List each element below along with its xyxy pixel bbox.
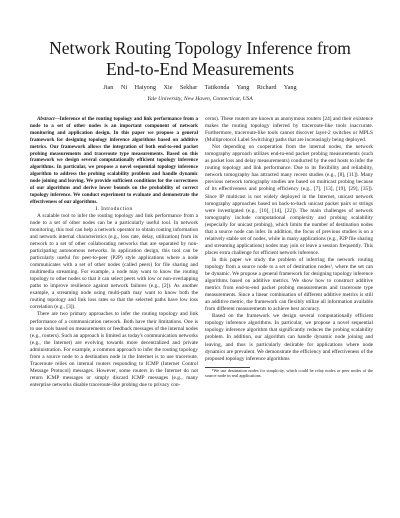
left-column [30,116,198,389]
abstract [30,116,198,206]
paragraph: cerns). These routers are known as anonymous routers [24] and their existence makes the routing topology inferred by traceroute-like tools inaccurate. Furthermore, traceroute-like tools cannot discover layer-2 switches or MPLS (Multiprotocol Label Switching) paths that are increasingly being deployed. [205,116,373,144]
abstract-text: —Inference of the routing topology and link performance from a node to a set of other nodes is an important component of network monitoring and application design. In this paper we propose a general framework for designing topology inference algorithms based on additive metrics. Our framework allows the integration of both end-to-end packet probing measurements and traceroute type measurements. Based on this framework we design several computationally efficient topology inference algorithms. In particular, we propose a novel sequential topology inference algorithm to address the probing scalability problem and handle dynamic node joining and leaving. We provide sufficient conditions for the correctness of our algorithms and derive lower bounds on the probability of correct topology inference. We conduct experiment to evaluate and demonstrate the effectiveness of our algorithms. [30,116,198,205]
paragraph: In this paper we study the problem of inferring the network routing topology from a source node to a set of destination nodes¹, where the set can be dynamic. We propose a general framework for designing topology inference algorithms based on additive metrics. We show how to construct additive metrics from end-to-end packet probing measurements and traceroute type measurements. Since a linear combination of different additive metrics is still an additive metric, the framework can flexibly utilize all information available from different measurements to achieve best accuracy. [205,256,373,313]
title-line-2: End-to-End Measurements [105,59,295,79]
paper-title [0,38,400,80]
author-list: Jian Ni Haiyong Xie Sekhar Tatikonda Yang Richard Yang [103,84,297,91]
paragraph: There are two primary approaches to infer the routing topology and link performance of a communication network. Both have their limitations. One is to use tools based on measurements or feedback messages of the internal nodes (e.g., routers). Such an approach is limited as today's communication networks (e.g., the Internet) are evolving towards more decentralized and private administration. For example, a common approach to infer the routing topology from a source node to a destination node in the Internet is to use traceroute. Traceroute relies on internal routers responding to ICMP (Internet Control Message Protocol) messages. However, some routers in the Internet do not return ICMP messages or simply discard ICMP messages (e.g., many enterprise networks disable traceroute-like probing due to privacy con- [30,311,198,388]
title-line-1: Network Routing Topology Inference from [49,38,351,58]
paragraph: Not depending on cooperation from the internal nodes, the network tomography approach utilizes end-to-end packet probing measurements (such as packet loss and delay measurements) conducted by the end hosts to infer the routing topology and link performance. Due to its flexibility and reliability, network tomography has attracted many recent studies (e.g., [8], [11]). Many previous network tomography studies are based on multicast probing because of its effectiveness and probing efficiency (e.g., [7], [13], [19], [29], [35]). Since IP multicast is not widely deployed in the Internet, unicast network tomography approaches based on back-to-back unicast packet pairs or strings were investigated (e.g., [10], [14], [22]). The main challenges of network tomography include computational complexity and probing scalability (especially for unicast probing), which limits the number of destination nodes that a source node can infer. In addition, the focus of previous studies is on a relatively stable set of nodes, while in many applications (e.g., P2P file sharing and streaming applications) nodes may join or leave a session frequently. This places extra challenge for efficient network inference. [205,144,373,256]
paragraph: A scalable tool to infer the routing topology and link performance from a node to a set of other nodes can be a particularly useful tool. In network monitoring, this tool can help a network operator to obtain routing information and network internal characteristics (e.g., loss rate, delay, utilization) from its network to a set of other collaborating networks that are separated by non-participating autonomous networks. In application design, this tool can be particularly useful for peer-to-peer (P2P) style applications where a node communicates with a set of other nodes (called peers) for file sharing and multimedia streaming. For example, a node may want to know the routing topology to other nodes so that it can select peers with low or non-overlapping paths to improve resilience against network failures (e.g., [2]). As another example, a streaming node using multi-path may want to know both the routing topology and link loss rates so that the selected paths have low loss correlation (e.g., [3]). [30,212,198,311]
section-heading: I. Introduction [95,205,133,212]
right-column [205,116,373,379]
affiliation: Yale University, New Haven, Connecticut, USA [147,96,253,102]
footnote: ¹We use destination nodes for simplicity, which could be relay nodes or peer nodes of the source node in real applications. [205,367,373,379]
abstract-lead: Abstract [37,116,55,122]
paragraph: Based on the framework we design several computationally efficient topology inference algorithms. In particular, we propose a novel sequential topology inference algorithm that significantly reduces the probing scalability problem. In addition, our algorithm can handle dynamic node joining and leaving, and thus is particularly desirable for applications where node dynamics are prevalent. We demonstrate the efficiency and effectiveness of the proposed topology inference algorithms [205,313,373,362]
